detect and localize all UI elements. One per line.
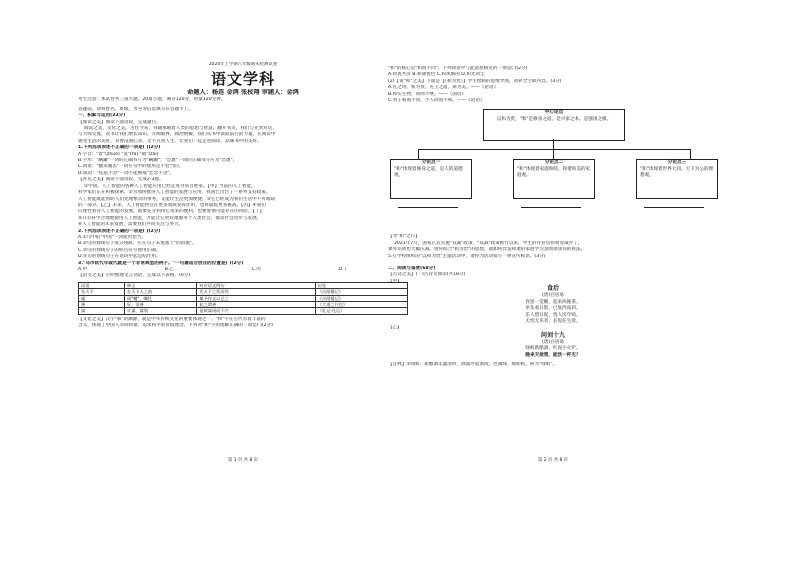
table-header: 出处 [315,282,407,288]
reading-intro: 【阅读之美】阅读下面语段，完成题目。 [78,119,161,125]
table-cell: 先天下之忧而忧 [197,289,315,295]
q1-note: 【补充之美】阅读下面语段，完成2-3题。 [78,177,164,183]
page-number-two: 第 2 页 共 8 页 [537,458,569,463]
passage-line: 的一部分。【乙】未来，人工智能将会在更多领域发挥作用，也将面临更多挑战。【丙】④我们 [78,202,266,208]
top-line: B.和实生物，同则不继。——《国语》 [388,91,467,97]
table-cell: 《岳阳楼记》 [315,295,407,301]
passage-line: ⑥人工智能的未来发展，需要我们共同关注与努力。 [78,222,184,228]
poem2-title: 问刘十九 [540,331,565,339]
poem-line: 无忧无乐者，长短任生涯。 [525,318,581,324]
q1-option: A.字音："着"(zhuó) "发"(fā) "载"(zài) [78,151,159,157]
passage-line: 感受生活的美好。书香浸润心灵，文字点亮人生，让我们一起走进阅读，品味书中的美好。 [78,138,262,144]
poem1-author: (唐)白居易 [542,293,564,299]
q3-option: C.丙 [251,266,261,272]
after-map-line: 课外培训也大幅压减。请你结合"和为贵"的思想，就如何营造和谐的家庭学习氛围谈谈你的看法。 [388,247,586,253]
connector [418,149,419,159]
mind-map [388,107,718,232]
poem-line: 绿蚁新醅酒，红泥小火炉。 [525,346,581,352]
q1-option: B.字形："蹒跚"一词的正确书写为"蹒跚"；"怂恿"一词的正确书写应为"怂恿"。 [78,158,238,164]
middle-title: 分论点二 [544,160,564,166]
part1-title: 一、积累与运用(22分) [78,113,126,119]
page-one [78,62,408,330]
q2-option: C.③句的划线句子的标点符号使用正确。 [78,247,161,253]
passage-two [78,184,408,229]
q2-option: B.②句的划线句子成分残缺，应在句子末尾加上"的措施"。 [78,241,197,247]
question-1: 1.下列选项表述不正确的一项是( )(2分) [78,145,161,151]
passage-line: 科学家们正在积极探索，②为加快推进人工智能的发展与应用，我国已出台了一系列支持政策。 [78,190,271,196]
table-cell: 《礼记·礼运》 [315,308,407,314]
question-3: 3."乌市钦代年取代就是一个非常典型的例子。"一句最适合放在的位置是( )(2分) [78,260,244,266]
answer-blank[interactable] [521,207,581,208]
passage-one [78,126,408,145]
q2-option: A.①句中的"中国"一词使用恰当。 [78,234,146,240]
connector [553,149,554,159]
passage-line: 应理性看待人工智能的发展，既要充分利用它带来的便利，也要警惕可能存在的风险。【丁】 [78,209,265,215]
passage-line: ⑤只有科学合理地使用人工智能，才能让它更好地服务于人类社会，推动社会进步与发展。 [78,215,262,221]
connector [690,149,691,159]
q1-option: C.词语："翻来覆去"一词在句中的使用是不恰当的。 [78,164,184,170]
table-header: 词语 [79,282,125,288]
table-cell: 善 [79,302,125,308]
answer-blank[interactable] [644,207,704,208]
page-two [388,66,718,368]
right-title: 分论点三 [667,160,687,166]
table-header: 对应语文例句 [197,282,315,288]
passage-line: 与大师交流。读书让我们增长知识、开阔眼界、陶冶情操，我们从书中汲取前行的力量，在阅读中 [78,132,276,138]
table-cell: 此之谓善 [197,302,315,308]
poem-notes: 【注释】①绿蚁：新酿酒未滤清时，酒面浮起酒渣，色微绿，细如蚁，称为"绿蚁"。 [388,361,558,367]
poem2-label: 【乙】 [388,325,402,331]
top-line: (2)【说"和"之美】下面是【《和为贵》】学生绘制的思维导图，请补全空缺内容。(3分) [388,78,562,84]
table-cell: 好，妥善 [125,302,197,308]
table-cell: 先天下 [79,289,125,295]
table-intro: 【语文之美】小明整理文言词语，完成以下表格。(6分) [78,273,191,279]
left-text: "和"体现着修身之道，是人的道德观。 [394,166,463,178]
top-line: C.君子和而不同，小人同而不和。——《论语》 [388,98,485,104]
notice: 答题前，请将姓名、班级、考号等信息填写在答题卡上。 [78,106,193,112]
part2-title: 二、阅读与鉴赏(68分) [388,266,436,272]
subject-title: 语文学科 [210,70,275,89]
right-box [636,159,718,199]
question-2: 2.下列选项表述不正确的一项是( )(2分) [78,228,161,234]
poem1-label: 【甲】 [388,278,402,284]
table-cell: 《大道之行也》 [315,302,407,308]
after-map-line: 5.在学校组织的"以和为贵"主题活动中，请你为活动拟写一则宣传标语。(3分) [388,253,546,259]
top-line: A.礼之用，和为贵。先王之道，斯为美。——《论语》 [388,85,499,91]
answer-blank[interactable] [398,207,458,208]
center-box [483,109,625,141]
culture-line: 【文化之美】汉字"和"的渊源，就是中华传统文化的重要体现之一。"和"字在古代有着丰富的 [78,316,266,322]
q2-option: D.⑤句的划线句子在语段中起总结作用。 [78,254,161,260]
passage-line: 阅读之美，文化之美。古往今来，书籍承载着人类的思想与智慧，翻开书页，我们与先贤对话， [84,126,277,132]
poem-line: 晚来天欲雪，能饮一杯无？ [525,352,581,358]
q3-option: B.乙 [164,266,174,272]
vocab-table [78,282,408,315]
middle-box [513,159,595,199]
table-cell: 《岳阳楼记》 [315,289,407,295]
connector [553,139,554,149]
top-line: A.和衷共济 B.和颜悦色 C.和风细雨 D.和光同尘 [388,72,485,78]
part2-subtitle: 【古诗之美】(一)古诗文阅读(共18分) [388,272,466,278]
table-row [79,308,408,314]
table-cell: 属 [79,295,125,301]
left-title: 分论点一 [421,160,441,166]
poem-line: 食罢一觉睡，起来两瓯茶。 [525,299,581,305]
middle-text: "和"体现着家庭和睦，和谐和美的家庭观。 [517,166,591,178]
after-map-line: 2021年7月，国家正式实施"双减"政策，"双减"政策推行以来，学生的作业负担明显减少了， [394,240,583,246]
table-header: 释义 [125,282,197,288]
poem1-title: 食后 [546,285,559,293]
table-cell: 属予作文以记之 [197,295,315,301]
table-cell: 计谋，谋划 [125,308,197,314]
table-cell: 同"嘱"，嘱托 [125,295,197,301]
top-line: "和"的核心是"和而不同"，下列词语中与此意思相近的一项是( )(2分) [388,66,528,71]
right-text: "和"体现着世界大同，天下为公的理想观。 [640,166,714,178]
instructions: 考生注意：本试卷共三道大题，20道小题，满分120分，时量120分钟。 [78,97,226,103]
guide-title: 【导"和"之行】 [388,234,420,240]
poem2-author: (唐)白居易 [542,339,564,345]
connector [418,149,690,150]
table-cell: 谋 [79,308,125,314]
table-cell: 在天下人之前 [125,289,197,295]
center-title: 中心论点 [544,110,564,116]
q1-option: D.成语："依依不舍"一词不能换成"恋恋不舍"。 [78,170,175,176]
staff-line: 命题人：杨连 金鸿 张枝翔 审题人：金鸿 [187,89,299,97]
q3-option: D.丁 [338,266,348,272]
center-text: 以和为贵，"和"是修身之道，是兴家之本，是强国之根。 [496,116,612,122]
poem-line: 举头看日影，已复西南斜。 [525,306,581,312]
q3-option: A.甲 [78,266,88,272]
page-number-one: 第 1 页 共 8 页 [227,458,259,463]
passage-line: ①中国，人工智能的各种人工智能应用已经走进寻常百姓家。【甲】当前的人工智能， [84,183,256,189]
left-box [390,159,472,199]
poem-line: 乐人惜日促，忧人厌年赊。 [525,312,581,318]
table-cell: 是故谋闭而不兴 [197,308,315,314]
exam-header: 2024年上学期八年级期末检测试卷 [208,62,278,67]
culture-line: 含义，体现了中国人崇尚和谐、追求和平的价值理念。下列对"和"字的理解正确的一项是( )(2分) [78,323,273,329]
passage-line: 人工智能既能帮助人们处理繁杂的事务，又能让生活更加便捷，③它已经成为我们生活中不可或缺 [78,196,276,202]
